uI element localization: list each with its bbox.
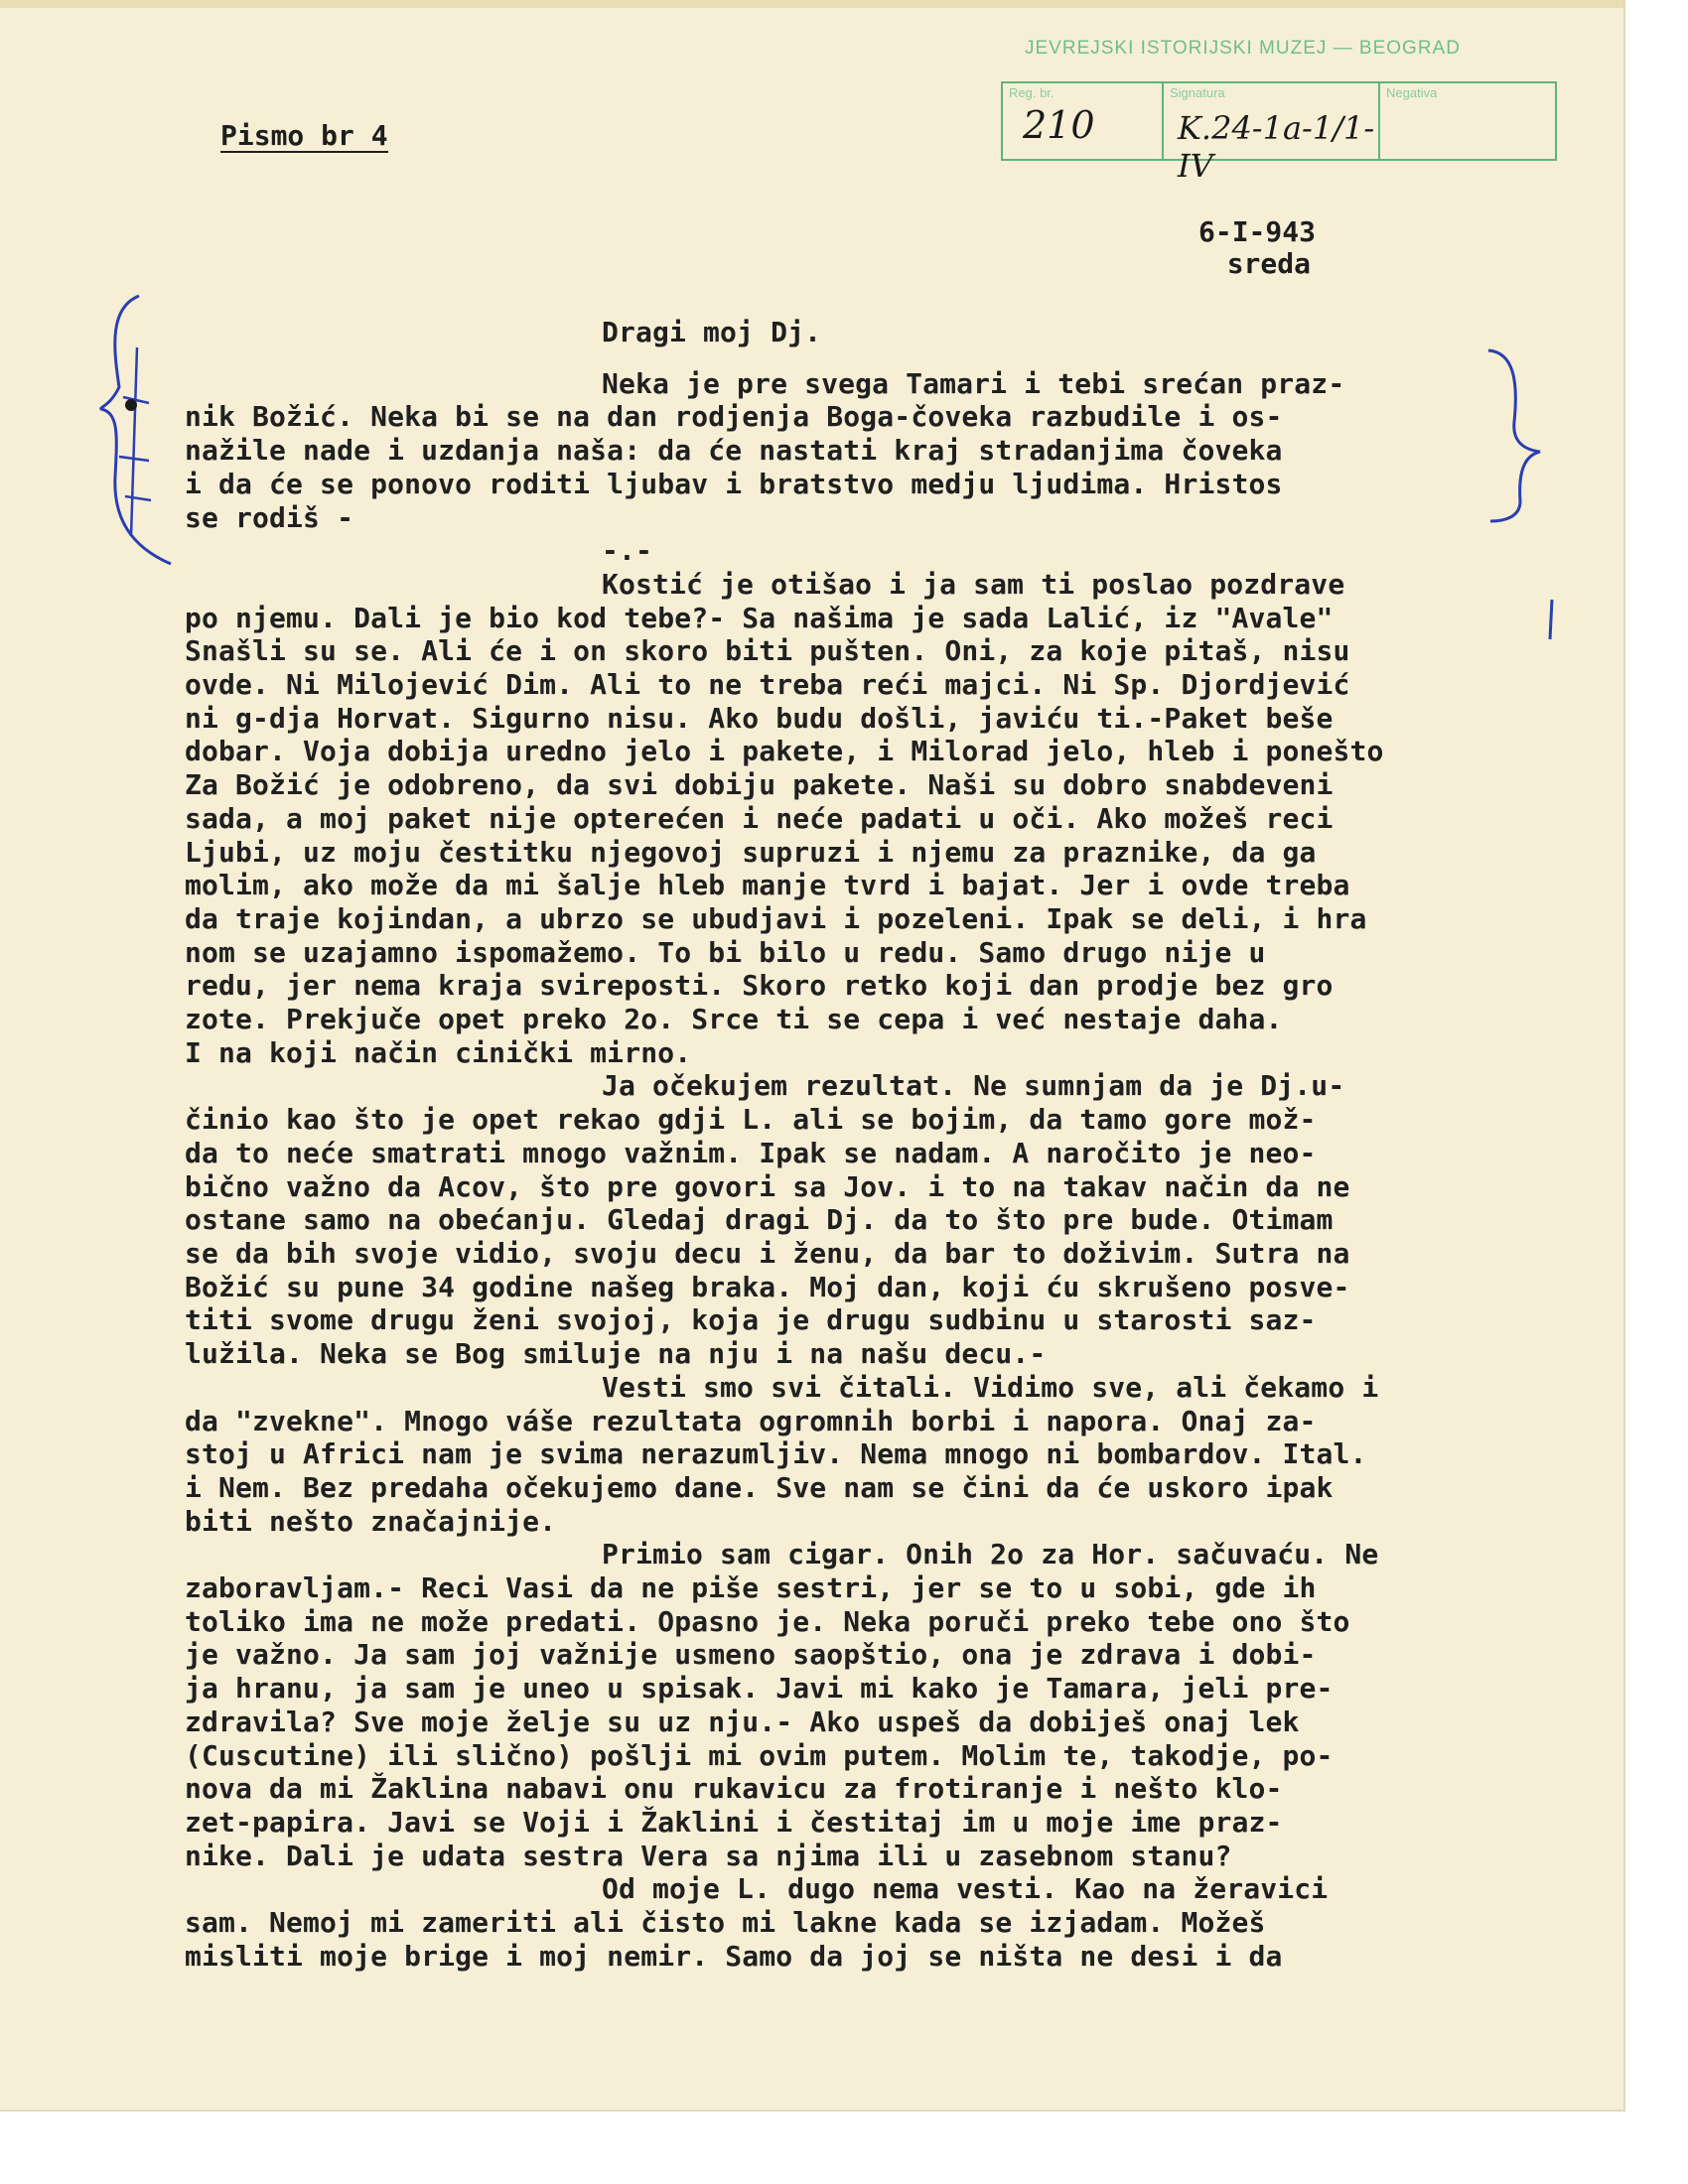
letter-line: redu, jer nema kraja svireposti. Skoro retko koji dan prodje bez gro (185, 969, 1334, 1003)
letter-line: se rodiš - (185, 500, 354, 534)
stamp-cell-reg (1003, 83, 1164, 159)
letter-line: nike. Dali je udata sestra Vera sa njima ili u zasebnom stanu? (185, 1839, 1232, 1872)
letter-heading: Pismo br 4 (220, 119, 388, 152)
margin-tick-annotation (1542, 596, 1562, 645)
letter-line: Ja očekujem rezultat. Ne sumnjam da je Dj.u- (602, 1069, 1345, 1103)
letter-line: nik Božić. Neka bi se na dan rodjenja Boga-čoveka razbudile i os- (185, 400, 1283, 434)
letter-line: da traje kojindan, a ubrzo se ubudjavi i pozeleni. Ipak se deli, i hra (185, 901, 1367, 935)
letter-line: nažile nade i uzdanja naša: da će nastati kraj stradanjima čoveka (185, 434, 1283, 468)
letter-line: molim, ako može da mi šalje hleb manje tvrd i bajat. Jer i ovde treba (185, 869, 1350, 902)
salutation: Dragi moj Dj. (602, 316, 822, 348)
letter-line: ja hranu, ja sam je uneo u spisak. Javi mi kako je Tamara, jeli pre- (185, 1672, 1334, 1706)
letter-line: Za Božić je odobreno, da svi dobiju pakete. Naši su dobro snabdeveni (185, 768, 1334, 802)
stamp-title: JEVREJSKI ISTORIJSKI MUZEJ — BEOGRAD (1025, 38, 1461, 59)
letter-line: da to neće smatrati mnogo važnim. Ipak se nadam. A naročito je neo- (185, 1136, 1317, 1169)
letter-date-block (1177, 216, 1316, 280)
letter-weekday: sreda (1226, 247, 1311, 280)
letter-line: činio kao što je opet rekao gdji L. ali se bojim, da tamo gore mož- (185, 1103, 1317, 1137)
stamp-cell-signature (1164, 83, 1380, 185)
letter-line: Kostić je otišao i ja sam ti poslao pozdrave (602, 567, 1345, 601)
museum-stamp (1001, 38, 1555, 185)
registry-number: 210 (1023, 103, 1095, 147)
letter-line: zet-papira. Javi se Voji i Žaklini i čestitaj im u moje ime praz- (185, 1805, 1283, 1839)
signature-code: K.24-1a-1/1-IV (1178, 109, 1375, 185)
letter-line: titi svome drugu ženi svojoj, koja je drugu sudbinu u starosti saz- (185, 1303, 1317, 1337)
letter-line: ni g-dja Horvat. Sigurno nisu. Ako budu došli, javiću ti.-Paket beše (185, 701, 1334, 735)
stamp-box (1001, 81, 1557, 185)
letter-line: -.- (602, 534, 653, 568)
letter-line: i Nem. Bez predaha očekujemo dane. Sve nam se čini da će uskoro ipak (185, 1470, 1334, 1504)
letter-line: biti nešto značajnije. (185, 1504, 557, 1538)
letter-line: sada, a moj paket nije opterećen i neće padati u oči. Ako možeš reci (185, 801, 1334, 835)
stamp-label-reg: Reg. br. (1009, 85, 1055, 100)
letter-line: Božić su pune 34 godine našeg braka. Moj dan, koji ću skrušeno posve- (185, 1270, 1350, 1303)
letter-line: ostane samo na obećanju. Gledaj dragi Dj. da to što pre bude. Otimam (185, 1203, 1334, 1237)
paper-edge (0, 0, 1623, 8)
letter-line: zdravila? Sve moje želje su uz nju.- Ako uspeš da dobiješ onaj lek (185, 1705, 1300, 1738)
right-bracket-annotation (1484, 342, 1554, 531)
letter-line: nom se uzajamno ispomažemo. To bi bilo u redu. Samo drugo nije u (185, 935, 1266, 969)
letter-line: lužila. Neka se Bog smiluje na nju i na našu decu.- (185, 1337, 1047, 1371)
letter-line: Ljubi, uz moju čestitku njegovoj supruzi i njemu za praznike, da ga (185, 835, 1317, 869)
letter-line: bično važno da Acov, što pre govori sa Jov. i to na takav način da ne (185, 1169, 1350, 1203)
letter-line: je važno. Ja sam joj važnije usmeno saopštio, ona je zdrava i dobi- (185, 1638, 1317, 1672)
letter-line: Neka je pre svega Tamari i tebi srećan praz- (602, 366, 1345, 400)
letter-line: misliti moje brige i moj nemir. Samo da joj se ništa ne desi i da (185, 1939, 1283, 1973)
letter-line: da "zvekne". Mnogo váše rezultata ogromnih borbi i napora. Onaj za- (185, 1404, 1317, 1437)
letter-line: nova da mi Žaklina nabavi onu rukavicu za frotiranje i nešto klo- (185, 1772, 1283, 1806)
letter-line: po njemu. Dali je bio kod tebe?- Sa našima je sada Lalić, iz "Avale" (185, 601, 1334, 634)
letter-line: Vesti smo svi čitali. Vidimo sve, ali čekamo i (602, 1370, 1379, 1404)
letter-date: 6-I-943 (1197, 215, 1316, 248)
letter-line: dobar. Voja dobija uredno jelo i pakete, i Milorad jelo, hleb i ponešto (185, 735, 1384, 768)
letter-line: Od moje L. dugo nema vesti. Kao na žeravici (602, 1872, 1329, 1906)
letter-line: Snašli su se. Ali će i on skoro biti pušten. Oni, za koje pitaš, nisu (185, 634, 1350, 668)
left-bracket-annotation (79, 288, 189, 586)
letter-line: Primio sam cigar. Onih 2o za Hor. sačuvaću. Ne (602, 1538, 1379, 1571)
letter-line: ovde. Ni Milojević Dim. Ali to ne treba reći majci. Ni Sp. Djordjević (185, 668, 1350, 702)
letter-line: toliko ima ne može predati. Opasno je. Neka poruči preko tebe ono što (185, 1604, 1350, 1638)
stamp-label-negative: Negativa (1386, 85, 1438, 100)
stamp-cell-negative (1380, 83, 1555, 159)
letter-line: stoj u Africi nam je svima nerazumljiv. Nema mnogo ni bombardov. Ital. (185, 1437, 1367, 1471)
letter-line: zaboravljam.- Reci Vasi da ne piše sestri, jer se to u sobi, gde ih (185, 1571, 1317, 1605)
letter-line: i da će se ponovo roditi ljubav i bratstvo medju ljudima. Hristos (185, 467, 1283, 500)
letter-line: zote. Prekjuče opet preko 2o. Srce ti se cepa i već nestaje daha. (185, 1003, 1283, 1036)
letter-line: (Cuscutine) ili slično) pošlji mi ovim putem. Molim te, takodje, po- (185, 1738, 1334, 1772)
letter-line: I na koji način cinički mirno. (185, 1035, 692, 1069)
letter-line: se da bih svoje vidio, svoju decu i ženu, da bar to doživim. Sutra na (185, 1236, 1350, 1270)
stamp-label-signature: Signatura (1170, 85, 1225, 100)
letter-line: sam. Nemoj mi zameriti ali čisto mi lakne kada se izjadam. Možeš (185, 1906, 1266, 1940)
letter-body (185, 316, 1535, 1973)
